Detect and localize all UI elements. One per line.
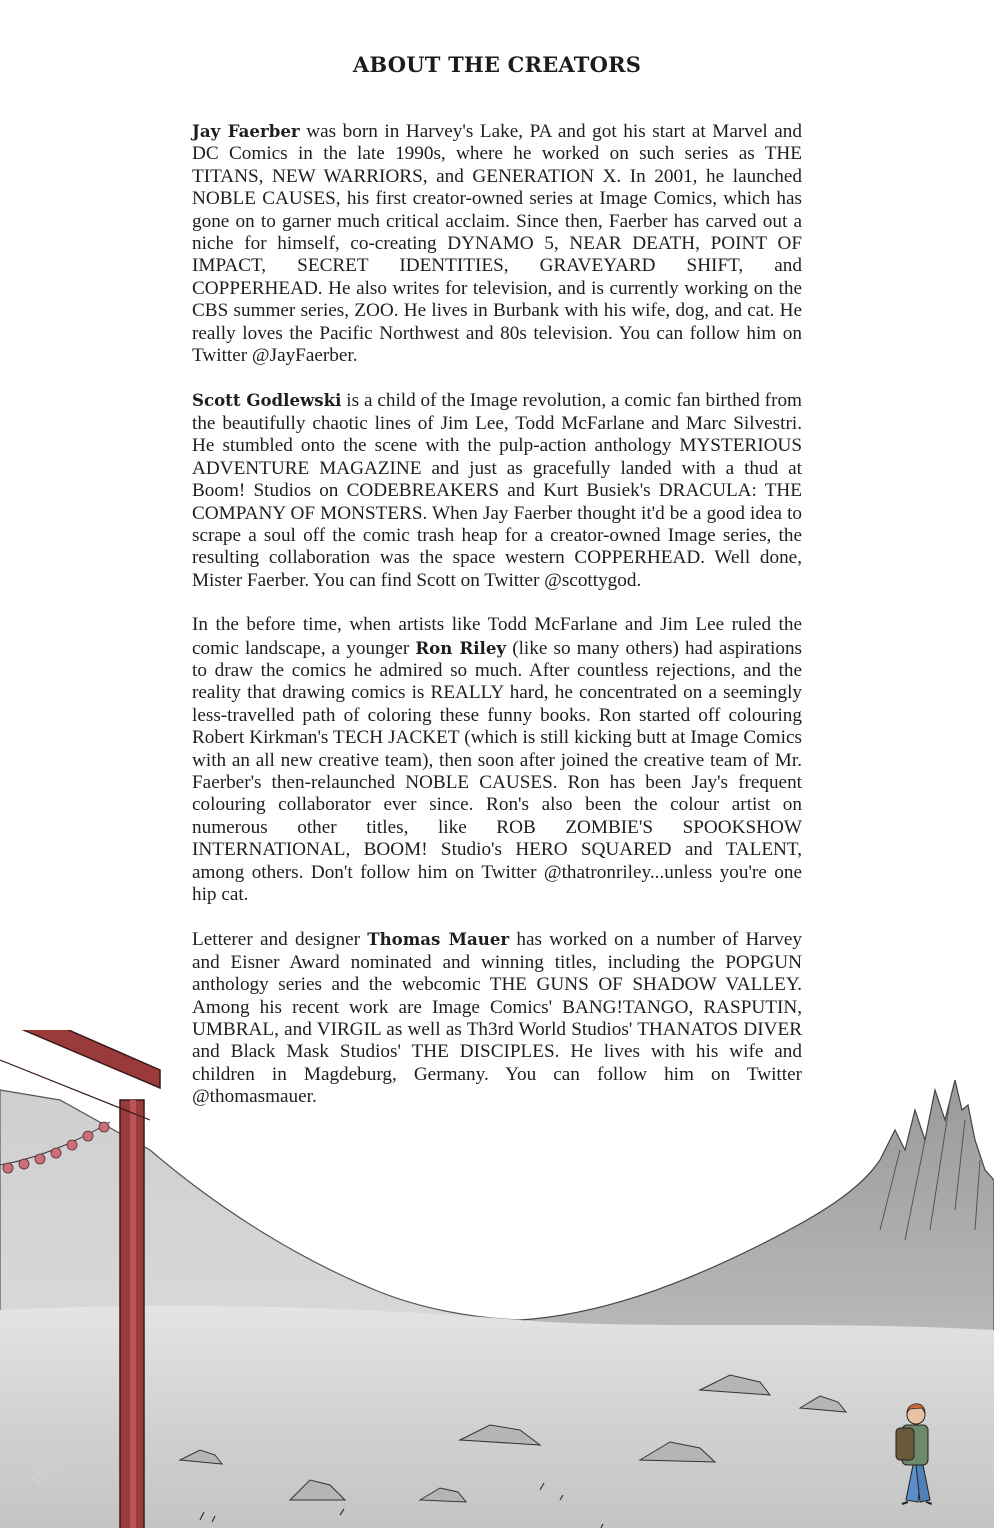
bio-prefix: In the before time, when artists like Todd McFarlane and Jim Lee ruled the comic landscape, a younger [192,614,802,659]
creator-name: Jay Faerber [192,121,300,141]
creator-name: Scott Godlewski [192,390,342,411]
watermark-logo-text: DM5.com [29,1429,89,1489]
bio-ron-riley [192,614,802,906]
bio-jay-faerber [192,120,802,367]
landscape-illustration [0,1030,994,1528]
page-title: ABOUT THE CREATORS [352,52,642,77]
bio-text: is a child of the Image revolution, a comic fan birthed from the beautifully chaotic lines of Jim Lee, Todd McFarlane and Marc Silvestri. He stumbled onto the scene with the pulp-action anthology MYSTERIOUS ADVENTURE MAGAZINE and just as gracefully landed with a thud at Boom! Studios on CODEBREAKERS and Kurt Busiek's DRACULA: THE COMPANY OF MONSTERS. When Jay Faerber thought it'd be a good idea to scrape a soul off the comic trash heap for a creator-owned Image series, the resulting collaboration was the space western COPPERHEAD. Well done, Mister Faerber. You can find Scott on Twitter @scottygod. [192,390,802,591]
dm5-watermark-logo [18,1418,98,1498]
creator-name: Thomas Mauer [367,929,510,950]
creator-name: Ron Riley [415,637,507,658]
bio-text: has worked on a number of Harvey and Eisner Award nominated and winning titles, including the POPGUN anthology series and the webcomic THE GUNS OF SHADOW VALLEY. Among his recent work are Image Comics' BANG!TANGO, RASPUTIN, UMBRAL, and VIRGIL as well as Th3rd World Studios' THANATOS DIVER and Black Mask Studios' THE DISCIPLES. He lives with his wife and children in Magdeburg, Germany. You can follow him on Twitter @thomasmauer. [192,929,803,1108]
bio-text: was born in Harvey's Lake, PA and got his start at Marvel and DC Comics in the late 1990s, where he worked on such series as THE TITANS, NEW WARRIORS, and GENERATION X. In 2001, he launched NOBLE CAUSES, his first creator-owned series at Image Comics, which has gone on to garner much critical acclaim. Since then, Faerber has carved out a niche for himself, co-creating DYNAMO 5, NEAR DEATH, POINT OF IMPACT, SECRET IDENTITIES, GRAVEYARD SHIFT, and COPPERHEAD. He also writes for television, and is currently working on the CBS summer series, ZOO. He lives in Burbank with his wife, dog, and cat. He really loves the Pacific Northwest and 80s television. You can follow him on Twitter @JayFaerber. [192,121,802,367]
bio-scott-godlewski [192,389,802,592]
bio-prefix: Letterer and designer [192,929,368,951]
creator-bios [192,120,802,1131]
watermark-text: 拷贝漫画 [924,1503,984,1519]
bio-text: (like so many others) had aspirations to draw the comics he admired so much. After countless rejections, and the reality that drawing comics is REALLY hard, he concentrated on a seemingly less-travelled path of coloring these funny books. Ron started off colouring Robert Kirkman's TECH JACKET (which is still kicking butt at Image Comics with an all new creative team), then soon after joined the creative team of Mr. Faerber's then-relaunched NOBLE CAUSES. Ron has been Jay's frequent colouring collaborator ever since. Ron's also been the colour artist on numerous other titles, like ROB ZOMBIE'S SPOOKSHOW INTERNATIONAL, BOOM! Studio's HERO SQUARED and TALENT, among others. Don't follow him on Twitter @thatronriley...unless you're one hip cat. [192,637,803,905]
valley-floor [0,1306,994,1528]
